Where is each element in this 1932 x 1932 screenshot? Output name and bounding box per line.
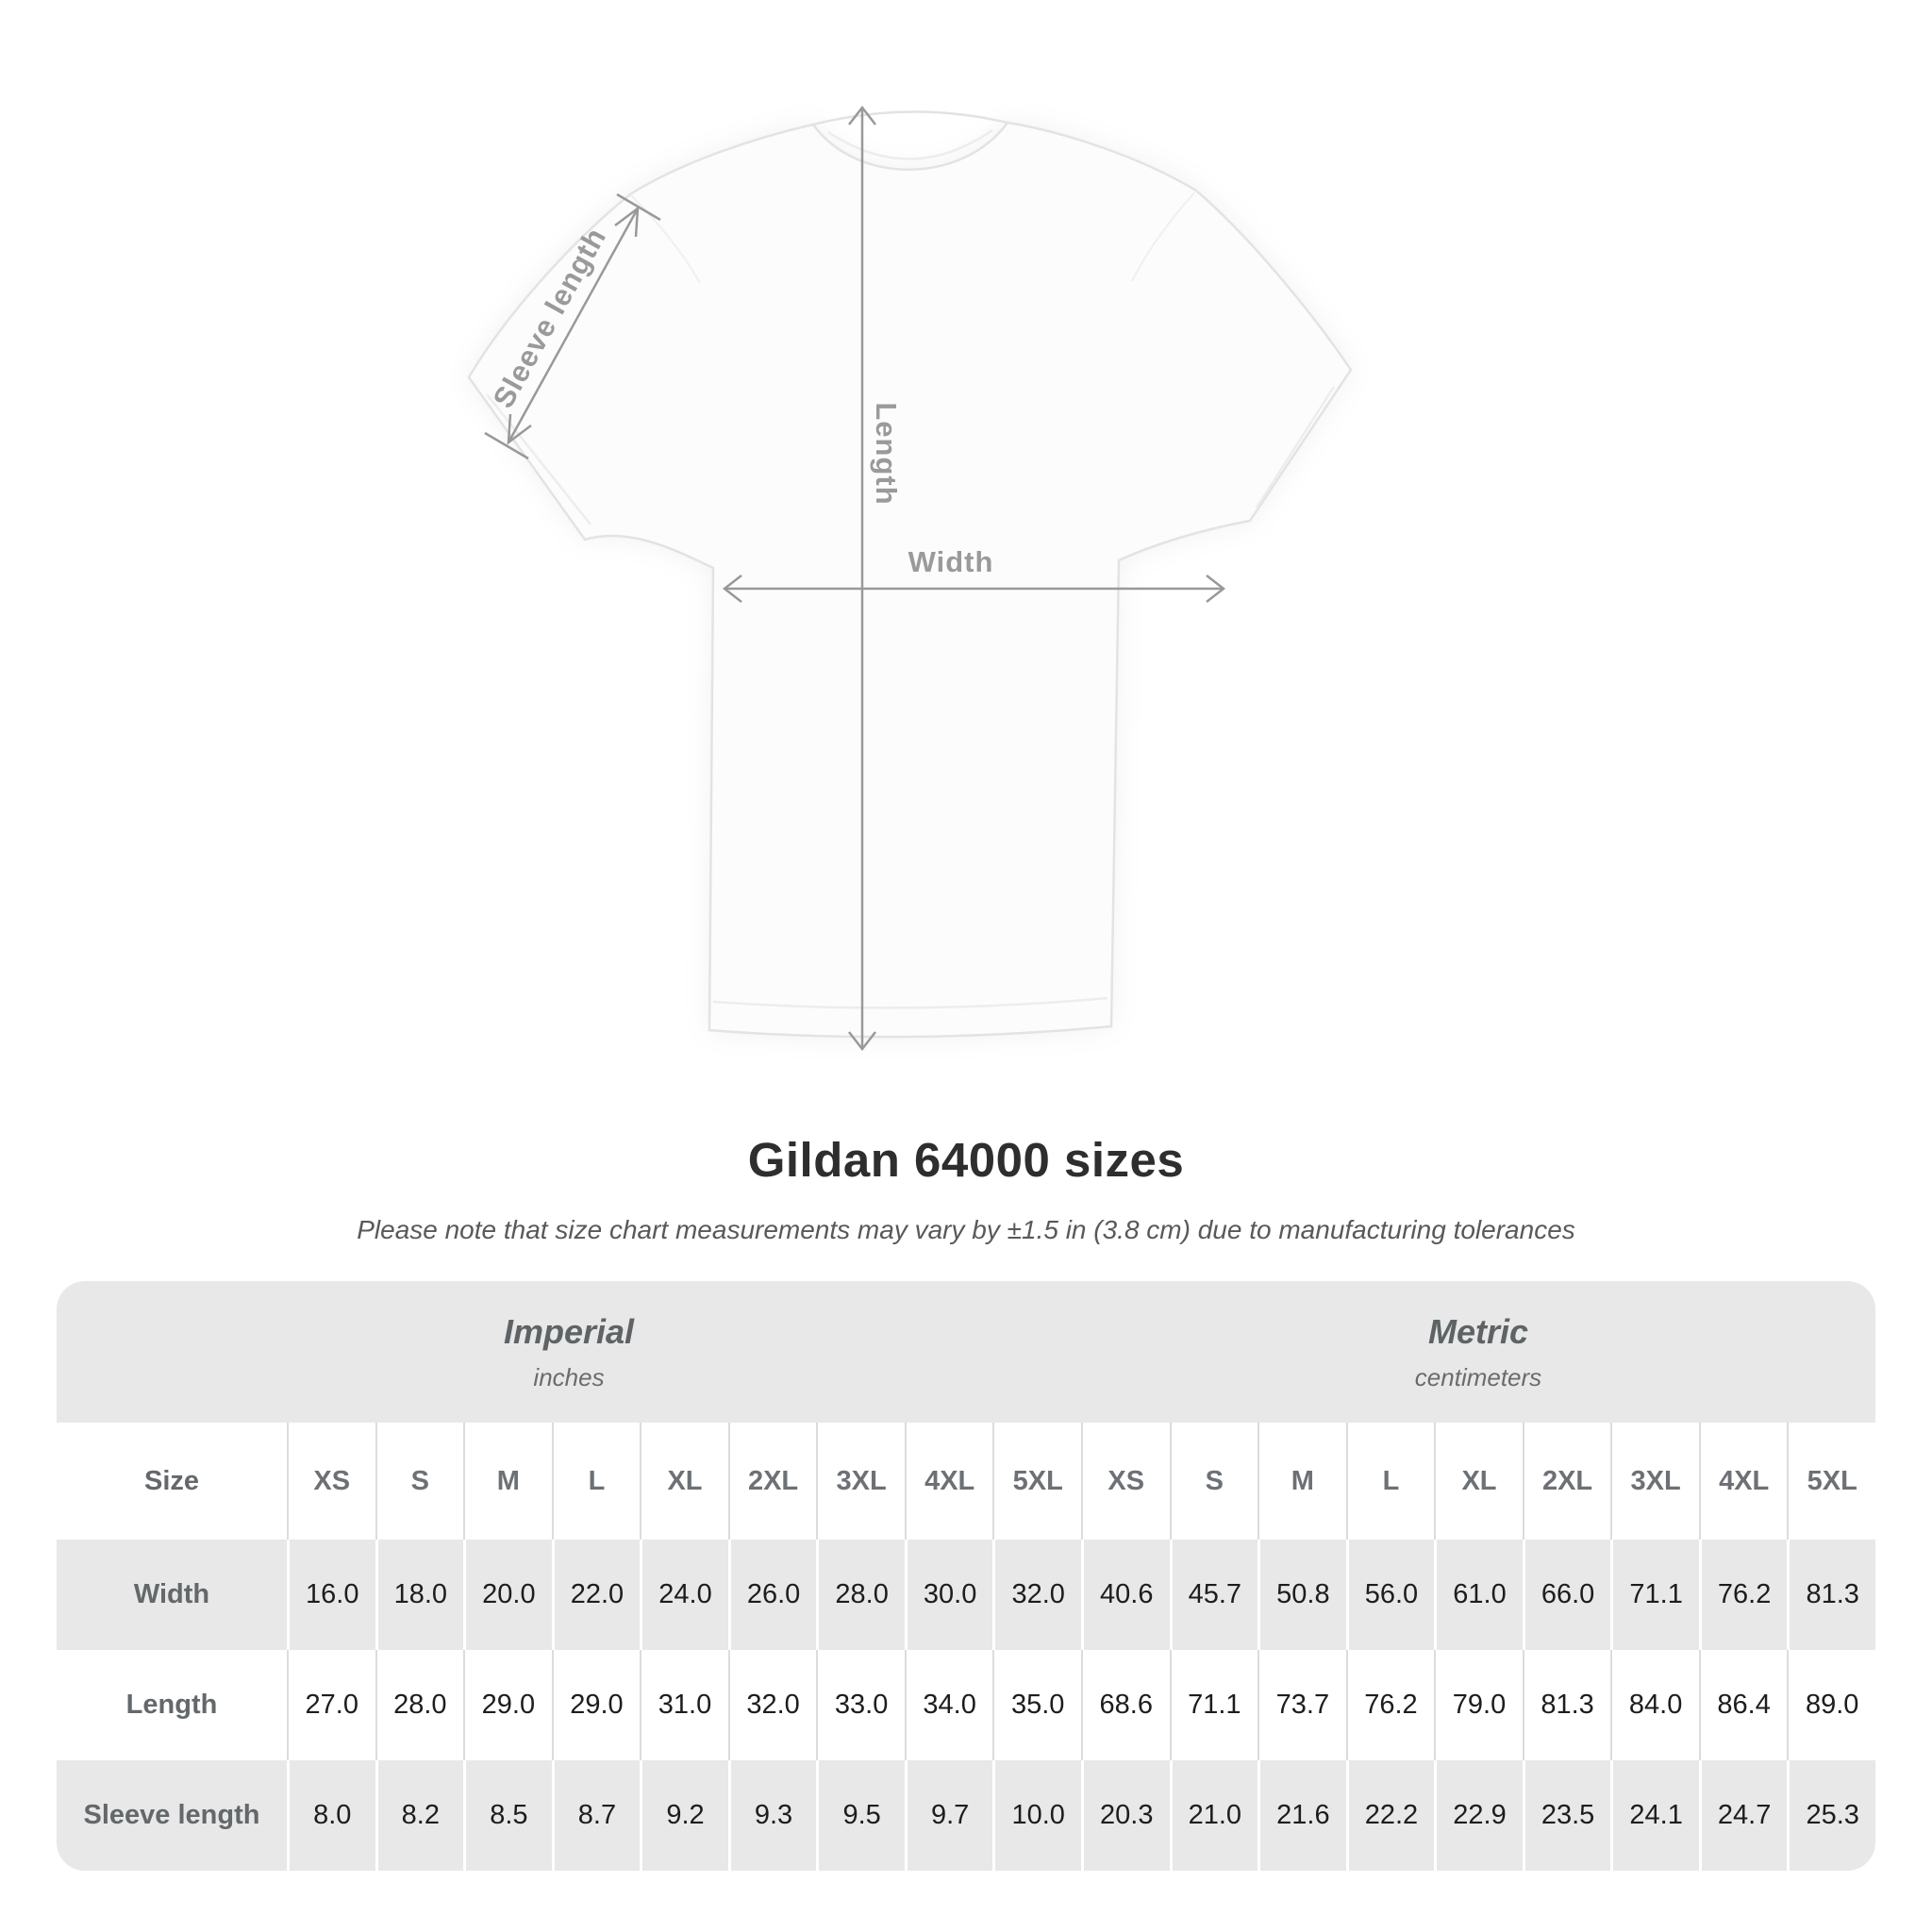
width-metric-cell: 50.8 [1257,1540,1346,1650]
width-metric-cell: 45.7 [1170,1540,1258,1650]
length-imperial-cell: 35.0 [992,1650,1081,1760]
size-header-metric: S [1170,1423,1258,1540]
sleeve-metric-cell: 21.6 [1257,1760,1346,1871]
length-metric-cell: 68.6 [1081,1650,1170,1760]
sleeve-metric-cell: 24.1 [1610,1760,1699,1871]
sleeve-imperial-cell: 9.5 [816,1760,905,1871]
sleeve-length-label: Sleeve length [486,222,613,414]
length-metric-cell: 76.2 [1346,1650,1435,1760]
width-imperial-cell: 26.0 [728,1540,817,1650]
width-imperial-cell: 20.0 [463,1540,552,1650]
width-imperial-cell: 18.0 [375,1540,464,1650]
size-column-header: Size [57,1423,287,1540]
size-header-metric: 5XL [1787,1423,1875,1540]
size-table [57,1281,1875,1871]
metric-section-header [1081,1281,1875,1423]
width-imperial-cell: 30.0 [905,1540,993,1650]
imperial-label: Imperial [503,1311,635,1351]
width-metric-cell: 66.0 [1523,1540,1611,1650]
imperial-unit: inches [533,1362,605,1391]
sleeve-tick-top [617,194,660,220]
size-header-imperial: 5XL [992,1423,1081,1540]
length-imperial-cell: 29.0 [463,1650,552,1760]
sleeve-metric-cell: 22.9 [1434,1760,1523,1871]
size-header-imperial: XS [287,1423,375,1540]
width-imperial-cell: 22.0 [552,1540,641,1650]
row-label-length: Length [57,1650,287,1760]
width-imperial-cell: 28.0 [816,1540,905,1650]
length-label: Length [870,402,903,506]
size-header-metric: M [1257,1423,1346,1540]
length-imperial-cell: 33.0 [816,1650,905,1760]
size-header-imperial: 3XL [816,1423,905,1540]
sleeve-metric-cell: 23.5 [1523,1760,1611,1871]
sleeve-imperial-cell: 8.0 [287,1760,375,1871]
page-title: Gildan 64000 sizes [747,1133,1185,1187]
width-metric-cell: 81.3 [1787,1540,1875,1650]
size-header-metric: 3XL [1610,1423,1699,1540]
size-header-imperial: XL [640,1423,728,1540]
tolerance-note: Please note that size chart measurements may vary by ±1.5 in (3.8 cm) due to manufacturing tolerances [357,1215,1575,1244]
sleeve-metric-cell: 21.0 [1170,1760,1258,1871]
size-header-imperial: S [375,1423,464,1540]
length-metric-cell: 86.4 [1699,1650,1788,1760]
metric-unit: centimeters [1414,1362,1542,1391]
length-imperial-cell: 27.0 [287,1650,375,1760]
metric-label: Metric [1427,1311,1529,1351]
width-metric-cell: 71.1 [1610,1540,1699,1650]
length-imperial-cell: 29.0 [552,1650,641,1760]
width-label: Width [908,545,994,578]
length-metric-cell: 81.3 [1523,1650,1611,1760]
size-header-metric: 2XL [1523,1423,1611,1540]
sleeve-metric-cell: 22.2 [1346,1760,1435,1871]
length-metric-cell: 89.0 [1787,1650,1875,1760]
length-imperial-cell: 31.0 [640,1650,728,1760]
sleeve-imperial-cell: 9.3 [728,1760,817,1871]
width-imperial-cell: 24.0 [640,1540,728,1650]
sleeve-imperial-cell: 8.5 [463,1760,552,1871]
size-header-metric: XS [1081,1423,1170,1540]
row-label-width: Width [57,1540,287,1650]
imperial-section-header [57,1281,1081,1423]
width-metric-cell: 61.0 [1434,1540,1523,1650]
sleeve-imperial-cell: 9.2 [640,1760,728,1871]
size-header-imperial: L [552,1423,641,1540]
size-header-metric: 4XL [1699,1423,1788,1540]
length-metric-cell: 73.7 [1257,1650,1346,1760]
size-header-imperial: 2XL [728,1423,817,1540]
sleeve-imperial-cell: 9.7 [905,1760,993,1871]
length-metric-cell: 84.0 [1610,1650,1699,1760]
sleeve-metric-cell: 20.3 [1081,1760,1170,1871]
sleeve-imperial-cell: 10.0 [992,1760,1081,1871]
sleeve-metric-cell: 24.7 [1699,1760,1788,1871]
size-header-imperial: 4XL [905,1423,993,1540]
sleeve-tick-bottom [485,433,528,458]
length-imperial-cell: 28.0 [375,1650,464,1760]
width-imperial-cell: 32.0 [992,1540,1081,1650]
length-imperial-cell: 34.0 [905,1650,993,1760]
width-imperial-cell: 16.0 [287,1540,375,1650]
sleeve-imperial-cell: 8.2 [375,1760,464,1871]
width-metric-cell: 76.2 [1699,1540,1788,1650]
row-label-sleeve-length: Sleeve length [57,1760,287,1871]
width-metric-cell: 40.6 [1081,1540,1170,1650]
length-imperial-cell: 32.0 [728,1650,817,1760]
sleeve-imperial-cell: 8.7 [552,1760,641,1871]
size-header-imperial: M [463,1423,552,1540]
length-metric-cell: 71.1 [1170,1650,1258,1760]
sleeve-metric-cell: 25.3 [1787,1760,1875,1871]
size-header-metric: XL [1434,1423,1523,1540]
width-metric-cell: 56.0 [1346,1540,1435,1650]
size-header-metric: L [1346,1423,1435,1540]
length-metric-cell: 79.0 [1434,1650,1523,1760]
